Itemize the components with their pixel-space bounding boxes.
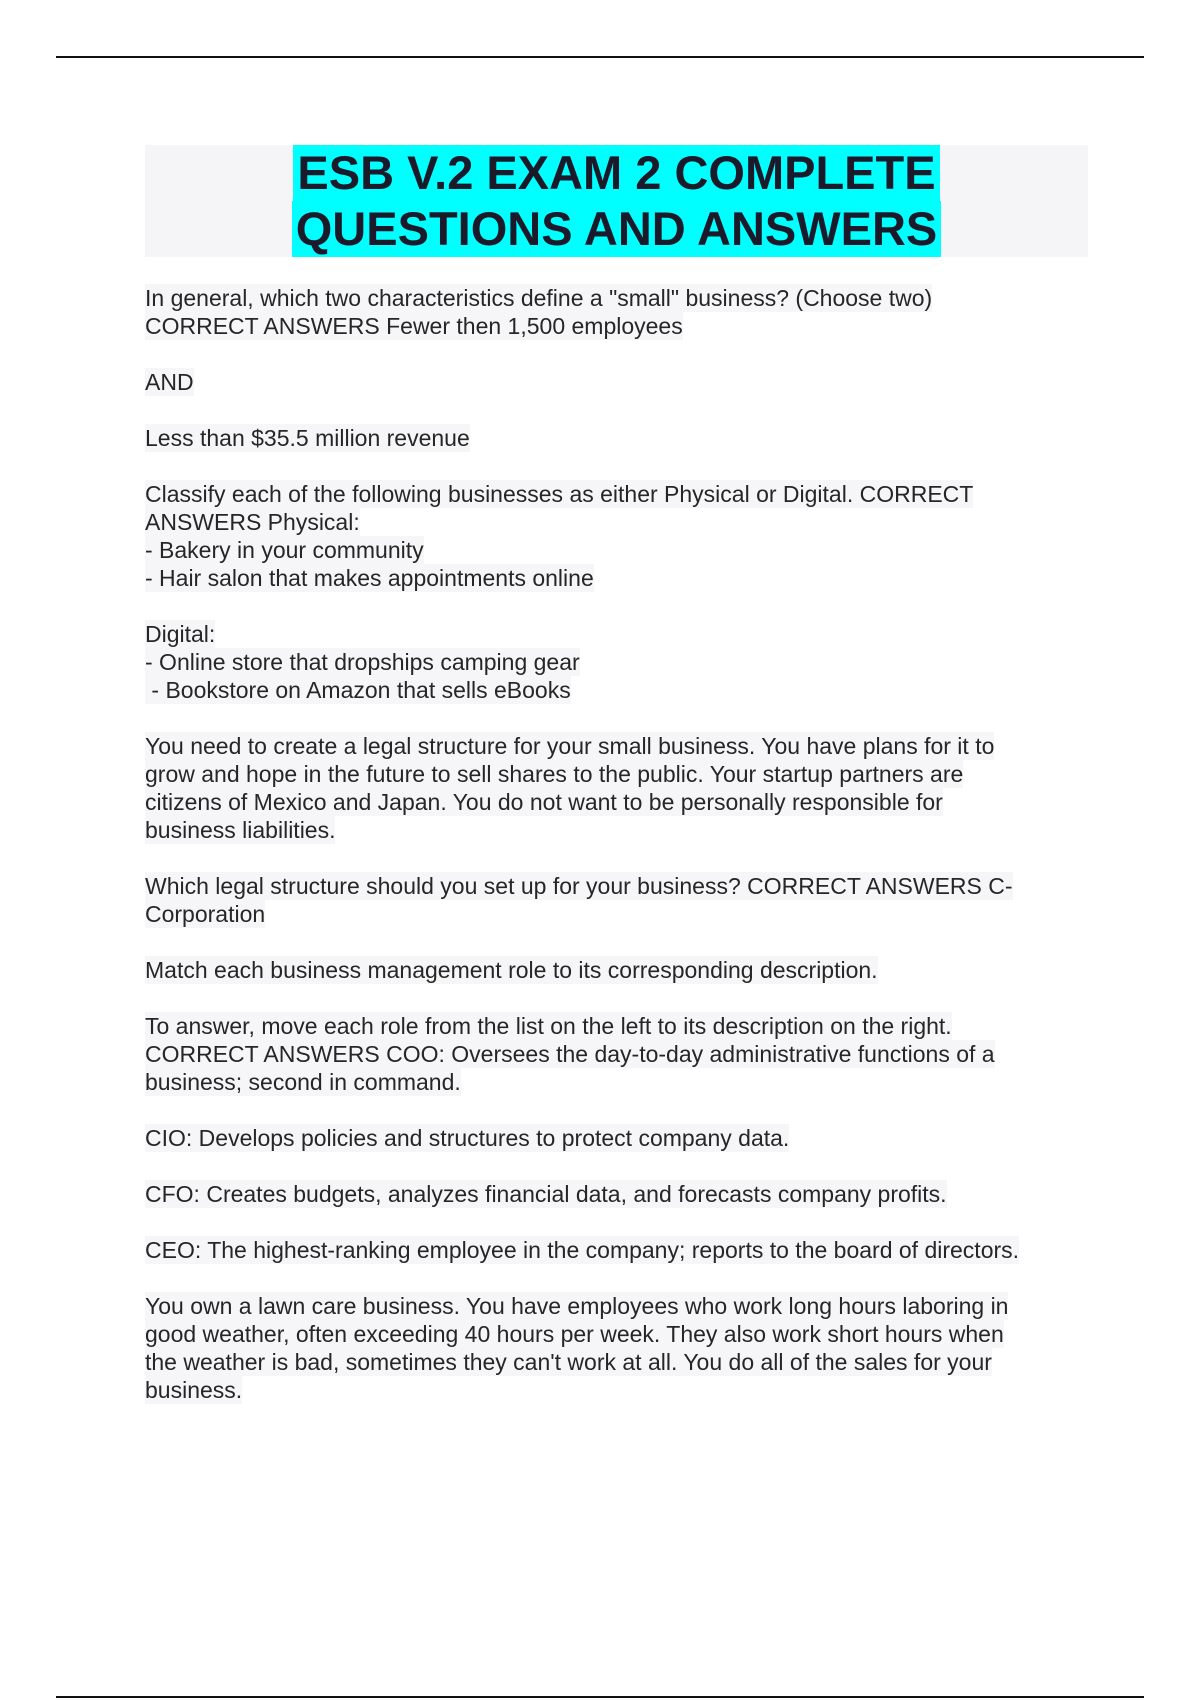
text-line: Match each business management role to its corresponding description. xyxy=(145,957,878,983)
text-line: - Bakery in your community xyxy=(145,537,424,563)
text-line: - Online store that dropships camping gear xyxy=(145,649,580,675)
text-line: business; second in command. xyxy=(145,1069,461,1095)
paragraph xyxy=(145,1124,1085,1152)
text-line: CORRECT ANSWERS COO: Oversees the day-to-day administrative functions of a xyxy=(145,1041,995,1067)
text-line: - Hair salon that makes appointments online xyxy=(145,565,594,591)
paragraph xyxy=(145,1236,1085,1264)
paragraph xyxy=(145,1292,1085,1404)
text-line: Less than $35.5 million revenue xyxy=(145,425,470,451)
paragraph xyxy=(145,284,1085,340)
text-line: citizens of Mexico and Japan. You do not want to be personally responsible for xyxy=(145,789,943,815)
top-rule xyxy=(56,56,1144,58)
title-line-1: ESB V.2 EXAM 2 COMPLETE xyxy=(293,145,939,201)
document-body xyxy=(145,284,1085,1432)
paragraph xyxy=(145,620,1085,704)
text-line: CFO: Creates budgets, analyzes financial data, and forecasts company profits. xyxy=(145,1181,947,1207)
text-line: CORRECT ANSWERS Fewer then 1,500 employees xyxy=(145,313,683,339)
text-line: You need to create a legal structure for your small business. You have plans for it to xyxy=(145,733,995,759)
text-line: Classify each of the following businesses as either Physical or Digital. CORRECT xyxy=(145,481,974,507)
paragraph xyxy=(145,1180,1085,1208)
text-line: Which legal structure should you set up for your business? CORRECT ANSWERS C- xyxy=(145,873,1013,899)
text-line: good weather, often exceeding 40 hours per week. They also work short hours when xyxy=(145,1321,1004,1347)
text-line: - Bookstore on Amazon that sells eBooks xyxy=(145,677,571,703)
text-line: business liabilities. xyxy=(145,817,336,843)
bottom-rule xyxy=(56,1696,1144,1698)
text-line: CIO: Develops policies and structures to protect company data. xyxy=(145,1125,790,1151)
paragraph xyxy=(145,424,1085,452)
text-line: business. xyxy=(145,1377,243,1403)
text-line: CEO: The highest-ranking employee in the company; reports to the board of directors. xyxy=(145,1237,1020,1263)
text-line: To answer, move each role from the list on the left to its description on the right. xyxy=(145,1013,952,1039)
text-line: In general, which two characteristics define a "small" business? (Choose two) xyxy=(145,285,933,311)
title-line-2: QUESTIONS AND ANSWERS xyxy=(292,201,942,257)
text-line: grow and hope in the future to sell shares to the public. Your startup partners are xyxy=(145,761,964,787)
text-line: You own a lawn care business. You have employees who work long hours laboring in xyxy=(145,1293,1009,1319)
paragraph xyxy=(145,956,1085,984)
text-line: ANSWERS Physical: xyxy=(145,509,360,535)
paragraph xyxy=(145,872,1085,928)
text-line: Corporation xyxy=(145,901,266,927)
paragraph xyxy=(145,480,1085,592)
paragraph xyxy=(145,732,1085,844)
document-title xyxy=(145,145,1088,257)
text-line: AND xyxy=(145,369,194,395)
text-line: the weather is bad, sometimes they can't work at all. You do all of the sales for your xyxy=(145,1349,992,1375)
text-line: Digital: xyxy=(145,621,216,647)
paragraph xyxy=(145,1012,1085,1096)
paragraph xyxy=(145,368,1085,396)
